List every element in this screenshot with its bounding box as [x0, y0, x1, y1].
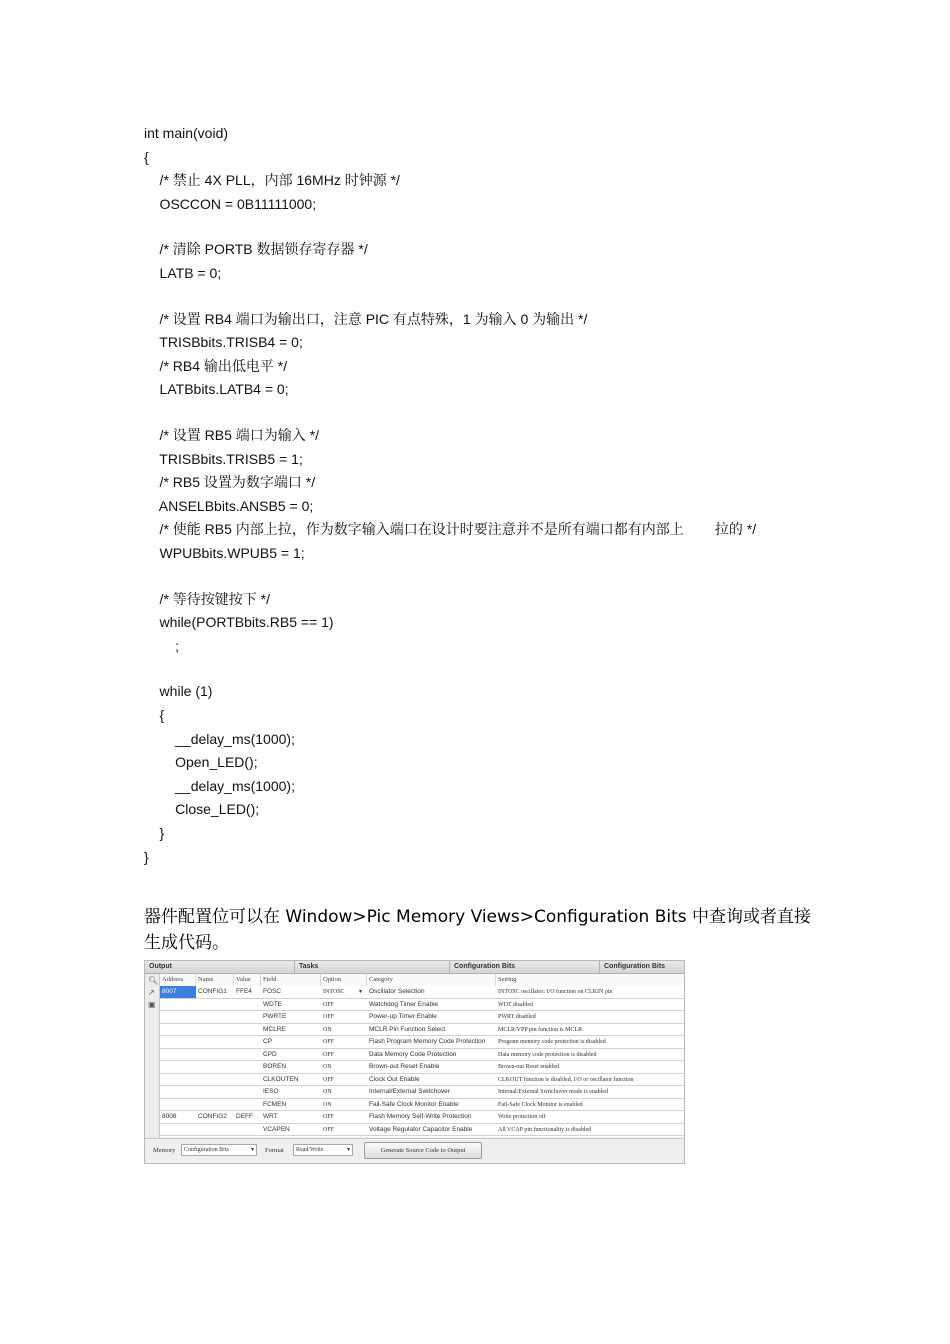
cell-address — [160, 1049, 196, 1061]
cell-setting: PWRT disabled — [498, 1014, 536, 1020]
code-line: OSCCON = 0B11111000; — [144, 195, 317, 212]
code-line: while(PORTBbits.RB5 == 1) — [144, 614, 334, 631]
col-header-value: Value — [234, 974, 261, 986]
configuration-bits-screenshot — [144, 960, 685, 1164]
cell-field: PWRTE — [263, 1013, 287, 1020]
code-line: TRISBbits.TRISB4 = 0; — [144, 334, 303, 351]
panel-toolbar — [145, 974, 160, 1138]
table-row[interactable] — [160, 1036, 685, 1049]
code-line: /* 禁止 4X PLL，内部 16MHz 时钟源 */ — [144, 172, 400, 189]
code-line: Close_LED(); — [144, 801, 260, 818]
cell-category: Brown-out Reset Enable — [369, 1063, 440, 1070]
code-line: /* 清除 PORTB 数据锁存寄存器 */ — [144, 241, 368, 258]
code-line: { — [144, 707, 165, 723]
cell-value — [234, 1024, 261, 1036]
cell-address — [160, 1036, 196, 1048]
cell-value — [234, 1124, 261, 1136]
cell-name — [196, 1036, 234, 1048]
cell-field: CPD — [263, 1050, 277, 1058]
cell-address — [160, 1011, 196, 1023]
format-select[interactable] — [293, 1144, 353, 1156]
cell-name — [196, 1074, 234, 1086]
col-header-category: Category — [367, 974, 496, 986]
cell-field: CLKOUTEN — [263, 1075, 299, 1083]
table-row[interactable] — [160, 986, 685, 999]
cell-setting: Write protection off — [498, 1114, 546, 1120]
table-row[interactable] — [160, 1111, 685, 1124]
code-line: /* 等待按键按下 */ — [144, 590, 271, 607]
code-line: /* RB4 输出低电平 */ — [144, 357, 288, 374]
search-icon[interactable]: 🔍︎ — [148, 976, 159, 985]
cell-category: Flash Memory Self-Write Protection — [369, 1113, 472, 1120]
cell-address — [160, 1124, 196, 1136]
tab-tasks[interactable]: Tasks — [295, 961, 450, 973]
cell-field: FCMEN — [263, 1100, 287, 1108]
cell-value: FFE4 — [236, 988, 252, 995]
code-line: LATB = 0; — [144, 265, 222, 281]
cell-setting: Internal/External Switchover mode is enabled — [498, 1089, 608, 1095]
cell-category: Clock Out Enable — [369, 1075, 420, 1083]
cell-field: IESO — [263, 1088, 279, 1095]
table-row[interactable] — [160, 1086, 685, 1099]
cell-value — [234, 1036, 261, 1048]
code-line: TRISBbits.TRISB5 = 1; — [144, 450, 303, 467]
panel-tab-bar — [145, 961, 684, 974]
cell-name — [196, 1049, 234, 1061]
table-row[interactable] — [160, 1024, 685, 1037]
cell-field: BOREN — [263, 1063, 287, 1070]
code-line: LATBbits.LATB4 = 0; — [144, 381, 289, 398]
code-line: } — [144, 848, 149, 865]
cell-option[interactable]: ON — [323, 1064, 332, 1070]
format-label: Format — [265, 1147, 284, 1154]
chevron-down-icon[interactable]: ▾ — [359, 989, 363, 995]
cell-address — [160, 1086, 196, 1098]
cell-name — [196, 1099, 234, 1111]
table-row[interactable] — [160, 1049, 685, 1062]
cell-setting: Data memory code protection is disabled — [498, 1051, 597, 1058]
cell-option[interactable]: OFF — [323, 1126, 335, 1133]
table-row[interactable] — [160, 1099, 685, 1112]
code-line: int main(void) — [144, 125, 229, 141]
code-line: ; — [144, 637, 180, 654]
chevron-down-icon: ▾ — [250, 1147, 254, 1153]
code-line: WPUBbits.WPUB5 = 1; — [144, 545, 305, 561]
col-header-name: Name — [196, 974, 234, 986]
col-header-option: Option — [321, 974, 367, 986]
cell-field: WRT — [263, 1113, 278, 1120]
tab-output[interactable]: Output — [145, 961, 295, 973]
cell-address — [160, 1099, 196, 1111]
code-line: /* RB5 设置为数字端口 */ — [144, 474, 316, 491]
cell-option[interactable]: OFF — [323, 1014, 335, 1020]
cell-category: MCLR Pin Function Select — [369, 1025, 446, 1033]
cell-field: FOSC — [263, 988, 282, 995]
cell-value — [234, 1099, 261, 1111]
cell-value: DEFF — [236, 1113, 253, 1120]
cell-address — [160, 999, 196, 1011]
table-row[interactable] — [160, 999, 685, 1012]
cell-address — [160, 1024, 196, 1036]
cell-setting: Brown-out Reset enabled — [498, 1064, 559, 1070]
table-row[interactable] — [160, 1074, 685, 1087]
cell-address: 8008 — [162, 1113, 177, 1120]
cell-field: VCAPEN — [263, 1125, 290, 1133]
cell-category: Power-up Timer Enable — [369, 1013, 437, 1020]
cell-value — [234, 1074, 261, 1086]
cell-field: CP — [263, 1038, 273, 1045]
code-line: Open_LED(); — [144, 754, 258, 771]
tab-configuration-bits-2[interactable]: Configuration Bits — [600, 961, 685, 973]
cell-option[interactable]: OFF — [323, 1076, 335, 1083]
table-row[interactable] — [160, 1011, 685, 1024]
code-line: while (1) — [144, 683, 213, 700]
code-line: __delay_ms(1000); — [144, 777, 295, 794]
cell-option[interactable]: ON — [323, 1089, 332, 1095]
cell-value — [234, 1049, 261, 1061]
cell-option[interactable]: ON — [323, 1101, 332, 1108]
code-line: /* 设置 RB5 端口为输入 */ — [144, 427, 320, 443]
cell-name — [196, 1024, 234, 1036]
memory-label: Memory — [153, 1147, 176, 1154]
chip-icon[interactable]: ▣ — [148, 1000, 156, 1009]
config-bits-table — [160, 974, 685, 1137]
col-header-address: Address — [160, 974, 196, 986]
tab-configuration-bits[interactable]: Configuration Bits — [450, 961, 600, 973]
cell-setting: CLKOUT function is disabled. I/O or oscillator function — [498, 1076, 634, 1083]
code-line: /* 使能 RB5 内部上拉，作为数字输入端口在设计时要注意并不是所有端口都有内部上 拉的 */ — [144, 521, 757, 538]
cell-value — [234, 1061, 261, 1073]
code-line: { — [144, 148, 149, 165]
code-line: __delay_ms(1000); — [144, 730, 295, 747]
cell-name: CONFIG2 — [198, 1113, 227, 1120]
cell-value — [234, 999, 261, 1011]
cell-category: Voltage Regulator Capacitor Enable — [369, 1125, 473, 1133]
memory-select[interactable] — [181, 1144, 257, 1156]
cell-category: Watchdog Timer Enable — [369, 1000, 439, 1008]
code-line: ANSELBbits.ANSB5 = 0; — [144, 497, 314, 514]
cell-setting: INTOSC oscillator: I/O function on CLKIN pin — [498, 989, 613, 995]
cell-value — [234, 1011, 261, 1023]
cell-address: 8007 — [160, 986, 196, 998]
cell-option[interactable]: ON — [323, 1026, 332, 1033]
cell-category: Data Memory Code Protection — [369, 1050, 457, 1058]
panel-bottom-bar — [145, 1138, 684, 1164]
cell-name — [196, 999, 234, 1011]
cell-setting: WDT disabled — [498, 1001, 534, 1008]
cell-field: WDTE — [263, 1000, 283, 1008]
cell-name — [196, 1124, 234, 1136]
code-line: /* 设置 RB4 端口为输出口，注意 PIC 有点特殊，1 为输入 0 为输出 */ — [144, 310, 588, 327]
cell-field: MCLRE — [263, 1025, 286, 1033]
cell-name — [196, 1086, 234, 1098]
cell-option[interactable]: INTOSC — [323, 989, 345, 995]
cell-setting: Program memory code protection is disabled — [498, 1039, 606, 1045]
cell-name — [196, 1061, 234, 1073]
cell-category: Flash Program Memory Code Protection — [369, 1038, 486, 1045]
cell-category: Oscillator Selection — [369, 988, 425, 995]
cell-setting: All VCAP pin functionality is disabled — [498, 1126, 592, 1133]
col-header-field: Field — [261, 974, 321, 986]
generate-source-code-button[interactable]: Generate Source Code to Output — [364, 1142, 482, 1159]
cell-address — [160, 1061, 196, 1073]
cell-category: Fail-Safe Clock Monitor Enable — [369, 1100, 459, 1108]
pin-icon[interactable]: ↗ — [148, 988, 155, 997]
cell-category: Internal/External Switchover — [369, 1088, 450, 1095]
cell-setting: MCLR/VPP pin function is MCLR — [498, 1026, 583, 1033]
cell-value — [234, 1086, 261, 1098]
cell-option[interactable]: OFF — [323, 1114, 335, 1120]
format-select-value: Read/Write — [296, 1147, 324, 1153]
cell-address — [160, 1074, 196, 1086]
chevron-down-icon: ▾ — [346, 1147, 350, 1153]
memory-select-value: Configuration Bits — [184, 1147, 229, 1153]
cell-name — [196, 1011, 234, 1023]
table-row[interactable] — [160, 1061, 685, 1074]
col-header-setting: Setting — [496, 974, 685, 986]
cell-setting: Fail-Safe Clock Monitor is enabled — [498, 1101, 583, 1108]
cell-option[interactable]: OFF — [323, 1039, 335, 1045]
cell-option[interactable]: OFF — [323, 1051, 335, 1058]
description-paragraph: 器件配置位可以在 Window>Pic Memory Views>Configuration Bits 中查询或者直接生成代码。 — [144, 907, 812, 953]
cell-option[interactable]: OFF — [323, 1001, 335, 1008]
table-row[interactable] — [160, 1124, 685, 1137]
cell-name: CONFIG1 — [198, 988, 227, 995]
code-line: } — [144, 825, 165, 841]
